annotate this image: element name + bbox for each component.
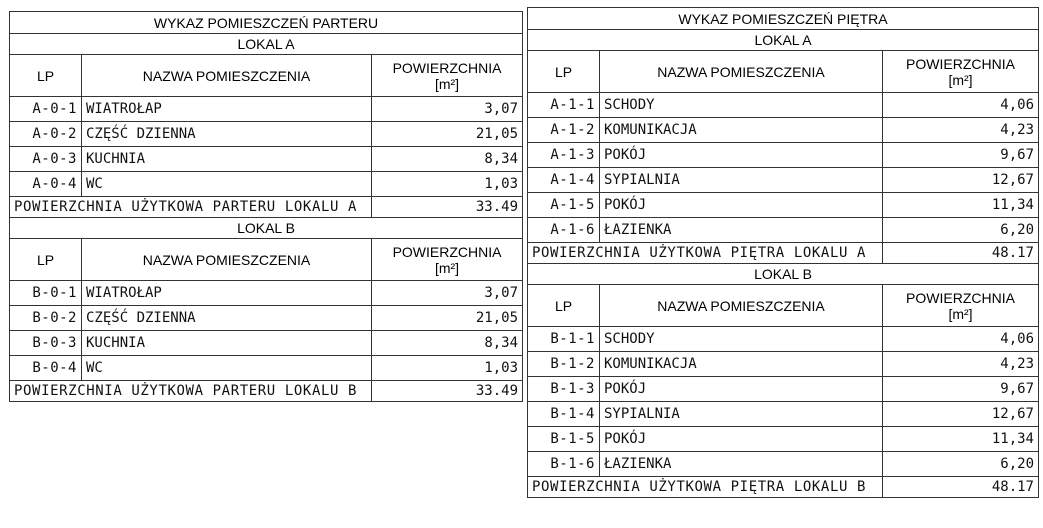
table-row (528, 218, 1039, 243)
column-header-area (883, 285, 1039, 327)
room-number: B-0-4 (10, 356, 82, 381)
unit-heading-b: LOKAL B (10, 218, 523, 239)
column-header-area (883, 51, 1039, 93)
room-area: 6,20 (883, 218, 1039, 243)
room-number: A-1-3 (528, 143, 600, 168)
room-area: 1,03 (372, 356, 523, 381)
room-name: CZĘŚĆ DZIENNA (82, 122, 372, 147)
room-name: SYPIALNIA (600, 168, 883, 193)
table-row (10, 281, 523, 306)
room-number: A-1-6 (528, 218, 600, 243)
summary-label: POWIERZCHNIA UŻYTKOWA PARTERU LOKALU B (10, 381, 372, 402)
room-name: WC (82, 356, 372, 381)
room-area: 11,34 (883, 193, 1039, 218)
room-name: POKÓJ (600, 377, 883, 402)
area-unit: [m²] (948, 71, 973, 88)
room-number: B-0-1 (10, 281, 82, 306)
column-header-area (372, 239, 523, 281)
room-number: A-1-1 (528, 93, 600, 118)
column-header-name: NAZWA POMIESZCZENIA (600, 51, 883, 93)
table-row (10, 172, 523, 197)
summary-row (528, 243, 1039, 264)
table-row (528, 402, 1039, 427)
table-title: WYKAZ POMIESZCZEŃ PIĘTRA (528, 8, 1039, 30)
summary-row (10, 197, 523, 218)
area-unit: [m²] (434, 259, 460, 276)
room-area: 4,23 (883, 118, 1039, 143)
column-header-lp: LP (528, 51, 600, 93)
room-name: POKÓJ (600, 427, 883, 452)
column-header-lp: LP (10, 239, 82, 281)
table-title: WYKAZ POMIESZCZEŃ PARTERU (10, 12, 523, 34)
room-number: B-1-6 (528, 452, 600, 477)
room-number: B-1-2 (528, 352, 600, 377)
room-number: A-0-2 (10, 122, 82, 147)
area-unit: [m²] (434, 75, 460, 92)
column-header-name: NAZWA POMIESZCZENIA (600, 285, 883, 327)
room-area: 3,07 (372, 97, 523, 122)
table-row (10, 356, 523, 381)
summary-value: 33.49 (372, 381, 523, 402)
room-name: KUCHNIA (82, 147, 372, 172)
room-number: B-1-4 (528, 402, 600, 427)
table-row (10, 97, 523, 122)
unit-heading-a: LOKAL A (528, 30, 1039, 51)
area-label: POWIERZCHNIA (906, 289, 1015, 306)
summary-value: 33.49 (372, 197, 523, 218)
room-name: ŁAZIENKA (600, 452, 883, 477)
room-area: 6,20 (883, 452, 1039, 477)
column-header-lp: LP (528, 285, 600, 327)
table-row (10, 306, 523, 331)
room-number: B-1-3 (528, 377, 600, 402)
column-header-name: NAZWA POMIESZCZENIA (82, 239, 372, 281)
room-area: 1,03 (372, 172, 523, 197)
area-unit: [m²] (948, 305, 973, 322)
room-number: A-0-1 (10, 97, 82, 122)
room-area: 3,07 (372, 281, 523, 306)
summary-label: POWIERZCHNIA UŻYTKOWA PIĘTRA LOKALU A (528, 243, 883, 264)
room-area: 4,06 (883, 327, 1039, 352)
room-name: WIATROŁAP (82, 97, 372, 122)
table-row (528, 427, 1039, 452)
room-number: B-1-1 (528, 327, 600, 352)
table-row (10, 122, 523, 147)
area-label: POWIERZCHNIA (392, 59, 502, 76)
table-row (528, 93, 1039, 118)
summary-label: POWIERZCHNIA UŻYTKOWA PIĘTRA LOKALU B (528, 477, 883, 498)
table-row (528, 352, 1039, 377)
room-name: SCHODY (600, 327, 883, 352)
summary-row (528, 477, 1039, 498)
room-number: A-0-4 (10, 172, 82, 197)
ground-floor-room-table (9, 11, 523, 402)
table-row (10, 147, 523, 172)
room-number: A-0-3 (10, 147, 82, 172)
room-area: 4,23 (883, 352, 1039, 377)
room-number: B-0-3 (10, 331, 82, 356)
room-number: A-1-4 (528, 168, 600, 193)
unit-heading-b: LOKAL B (528, 264, 1039, 285)
room-name: CZĘŚĆ DZIENNA (82, 306, 372, 331)
room-number: B-0-2 (10, 306, 82, 331)
room-name: WC (82, 172, 372, 197)
table-row (528, 327, 1039, 352)
room-area: 11,34 (883, 427, 1039, 452)
room-area: 8,34 (372, 147, 523, 172)
room-area: 12,67 (883, 168, 1039, 193)
area-label: POWIERZCHNIA (906, 55, 1015, 72)
room-area: 9,67 (883, 143, 1039, 168)
summary-label: POWIERZCHNIA UŻYTKOWA PARTERU LOKALU A (10, 197, 372, 218)
summary-value: 48.17 (883, 243, 1039, 264)
table-row (10, 331, 523, 356)
summary-value: 48.17 (883, 477, 1039, 498)
table-row (528, 377, 1039, 402)
room-name: ŁAZIENKA (600, 218, 883, 243)
room-name: WIATROŁAP (82, 281, 372, 306)
room-name: KUCHNIA (82, 331, 372, 356)
room-area: 21,05 (372, 306, 523, 331)
room-name: POKÓJ (600, 193, 883, 218)
table-row (528, 193, 1039, 218)
room-name: POKÓJ (600, 143, 883, 168)
area-label: POWIERZCHNIA (392, 243, 502, 260)
room-number: A-1-5 (528, 193, 600, 218)
unit-heading-a: LOKAL A (10, 34, 523, 55)
room-number: B-1-5 (528, 427, 600, 452)
column-header-area (372, 55, 523, 97)
room-name: KOMUNIKACJA (600, 118, 883, 143)
table-row (528, 118, 1039, 143)
room-area: 21,05 (372, 122, 523, 147)
summary-row (10, 381, 523, 402)
room-area: 9,67 (883, 377, 1039, 402)
column-header-lp: LP (10, 55, 82, 97)
column-header-name: NAZWA POMIESZCZENIA (82, 55, 372, 97)
table-row (528, 168, 1039, 193)
room-area: 4,06 (883, 93, 1039, 118)
table-row (528, 452, 1039, 477)
room-name: SCHODY (600, 93, 883, 118)
room-number: A-1-2 (528, 118, 600, 143)
upper-floor-room-table (527, 7, 1039, 498)
room-name: KOMUNIKACJA (600, 352, 883, 377)
room-area: 12,67 (883, 402, 1039, 427)
table-row (528, 143, 1039, 168)
room-name: SYPIALNIA (600, 402, 883, 427)
room-area: 8,34 (372, 331, 523, 356)
